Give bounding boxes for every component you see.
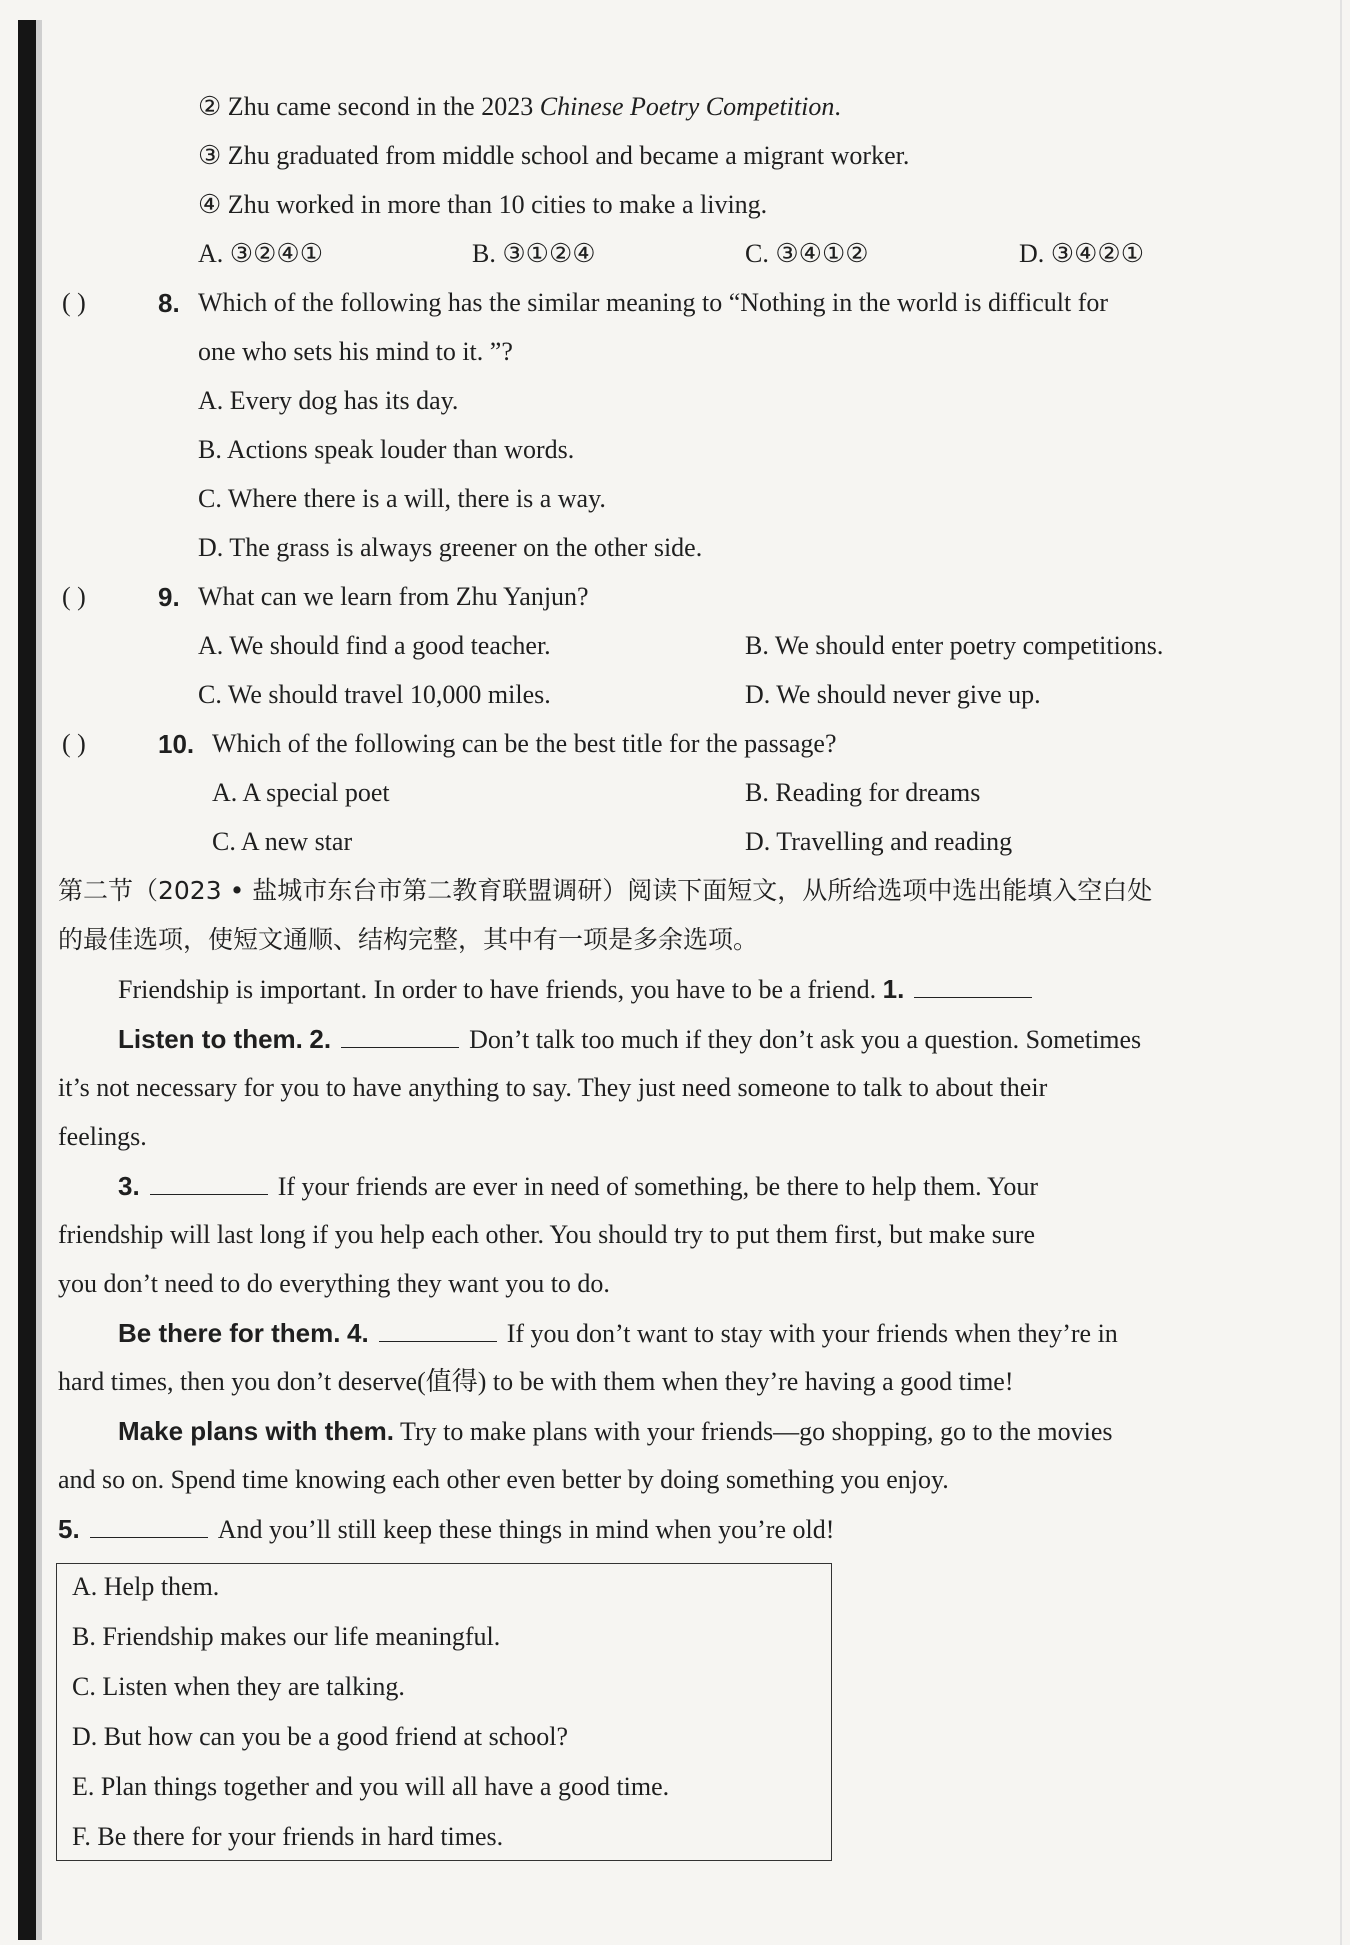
q8-option-d[interactable]: D. The grass is always greener on the other side. — [198, 533, 703, 562]
passage-line-12: 5. And you’ll still keep these things in mind when you’re old! — [58, 1514, 835, 1544]
heading-make-plans: Make plans with them. — [118, 1416, 394, 1446]
q10-number: 10. — [158, 729, 195, 759]
blank-5[interactable] — [90, 1513, 208, 1538]
q9-number: 9. — [158, 582, 180, 612]
q9-answer-blank[interactable]: ( ) — [62, 582, 86, 611]
q8-answer-blank[interactable]: ( ) — [62, 288, 86, 317]
q7-option-a[interactable]: A. ③②④① — [198, 239, 324, 268]
q9-stem: What can we learn from Zhu Yanjun? — [198, 582, 589, 611]
blank-3-number: 3. — [118, 1171, 140, 1201]
q9-option-b[interactable]: B. We should enter poetry competitions. — [745, 631, 1164, 660]
q10-answer-blank[interactable]: ( ) — [62, 729, 86, 758]
passage-line-6: friendship will last long if you help each other. You should try to put them first, but make sure — [58, 1220, 1036, 1249]
section-2-instruction-line-1: 第二节（2023 • 盐城市东台市第二教育联盟调研）阅读下面短文，从所给选项中选出能填入空白处 — [58, 876, 1153, 905]
scan-binding-shadow — [36, 20, 42, 1940]
q8-option-c[interactable]: C. Where there is a will, there is a way. — [198, 484, 606, 513]
choice-e[interactable]: E. Plan things together and you will all have a good time. — [72, 1772, 670, 1801]
passage-line-5: 3. If your friends are ever in need of something, be there to help them. Your — [118, 1171, 1038, 1201]
heading-be-there: Be there for them. — [118, 1318, 341, 1348]
q8-stem-line-1: Which of the following has the similar meaning to “Nothing in the world is difficult for — [198, 288, 1109, 317]
choice-f[interactable]: F. Be there for your friends in hard times. — [72, 1822, 504, 1851]
choice-d[interactable]: D. But how can you be a good friend at school? — [72, 1722, 569, 1751]
blank-5-number: 5. — [58, 1514, 80, 1544]
q8-option-a[interactable]: A. Every dog has its day. — [198, 386, 459, 415]
q7-option-d[interactable]: D. ③④②① — [1019, 239, 1145, 268]
passage-line-7: you don’t need to do everything they want you to do. — [58, 1269, 610, 1298]
q7-item-4: ④ Zhu worked in more than 10 cities to make a living. — [198, 190, 768, 219]
choices-box — [56, 1563, 832, 1861]
scan-binding-edge — [18, 20, 36, 1940]
q7-option-b[interactable]: B. ③①②④ — [472, 239, 596, 268]
q7-item-3: ③ Zhu graduated from middle school and became a migrant worker. — [198, 141, 910, 170]
q9-option-d[interactable]: D. We should never give up. — [745, 680, 1041, 709]
q10-stem: Which of the following can be the best title for the passage? — [212, 729, 837, 758]
passage-line-1: Friendship is important. In order to have friends, you have to be a friend. 1. — [118, 972, 1042, 1007]
passage-line-8: Be there for them. 4. If you don’t want to stay with your friends when they’re in — [118, 1318, 1118, 1348]
q8-option-b[interactable]: B. Actions speak louder than words. — [198, 435, 575, 464]
blank-2[interactable] — [341, 1023, 459, 1048]
q8-number: 8. — [158, 288, 180, 318]
scan-right-edge — [1340, 0, 1342, 1945]
heading-listen: Listen to them. — [118, 1024, 303, 1054]
blank-1-number: 1. — [882, 974, 905, 1004]
q10-option-d[interactable]: D. Travelling and reading — [745, 827, 1013, 856]
choice-a[interactable]: A. Help them. — [72, 1572, 220, 1601]
blank-2-number: 2. — [309, 1024, 332, 1054]
blank-3[interactable] — [150, 1170, 268, 1195]
passage-line-11: and so on. Spend time knowing each other even better by doing something you enjoy. — [58, 1465, 949, 1494]
blank-4[interactable] — [379, 1317, 497, 1342]
q8-stem-line-2: one who sets his mind to it. ”? — [198, 337, 513, 366]
passage-line-2: Listen to them. 2. Don’t talk too much if they don’t ask you a question. Sometimes — [118, 1024, 1142, 1054]
passage-line-4: feelings. — [58, 1122, 147, 1151]
q9-option-a[interactable]: A. We should find a good teacher. — [198, 631, 551, 660]
blank-1[interactable] — [914, 973, 1032, 998]
passage-line-9: hard times, then you don’t deserve(值得) to be with them when they’re having a good time! — [58, 1367, 1014, 1396]
q10-option-a[interactable]: A. A special poet — [212, 778, 390, 807]
choice-b[interactable]: B. Friendship makes our life meaningful. — [72, 1622, 501, 1651]
passage-line-10: Make plans with them. Try to make plans with your friends—go shopping, go to the movies — [118, 1416, 1113, 1446]
q10-option-c[interactable]: C. A new star — [212, 827, 353, 856]
section-2-instruction-line-2: 的最佳选项，使短文通顺、结构完整，其中有一项是多余选项。 — [58, 925, 759, 954]
passage-line-3: it’s not necessary for you to have anything to say. They just need someone to talk to about their — [58, 1073, 1048, 1102]
q9-option-c[interactable]: C. We should travel 10,000 miles. — [198, 680, 551, 709]
blank-4-number: 4. — [347, 1318, 369, 1348]
q10-option-b[interactable]: B. Reading for dreams — [745, 778, 981, 807]
q7-option-c[interactable]: C. ③④①② — [745, 239, 869, 268]
q7-item-2: ② Zhu came second in the 2023 Chinese Poetry Competition. — [198, 92, 841, 121]
choice-c[interactable]: C. Listen when they are talking. — [72, 1672, 405, 1701]
